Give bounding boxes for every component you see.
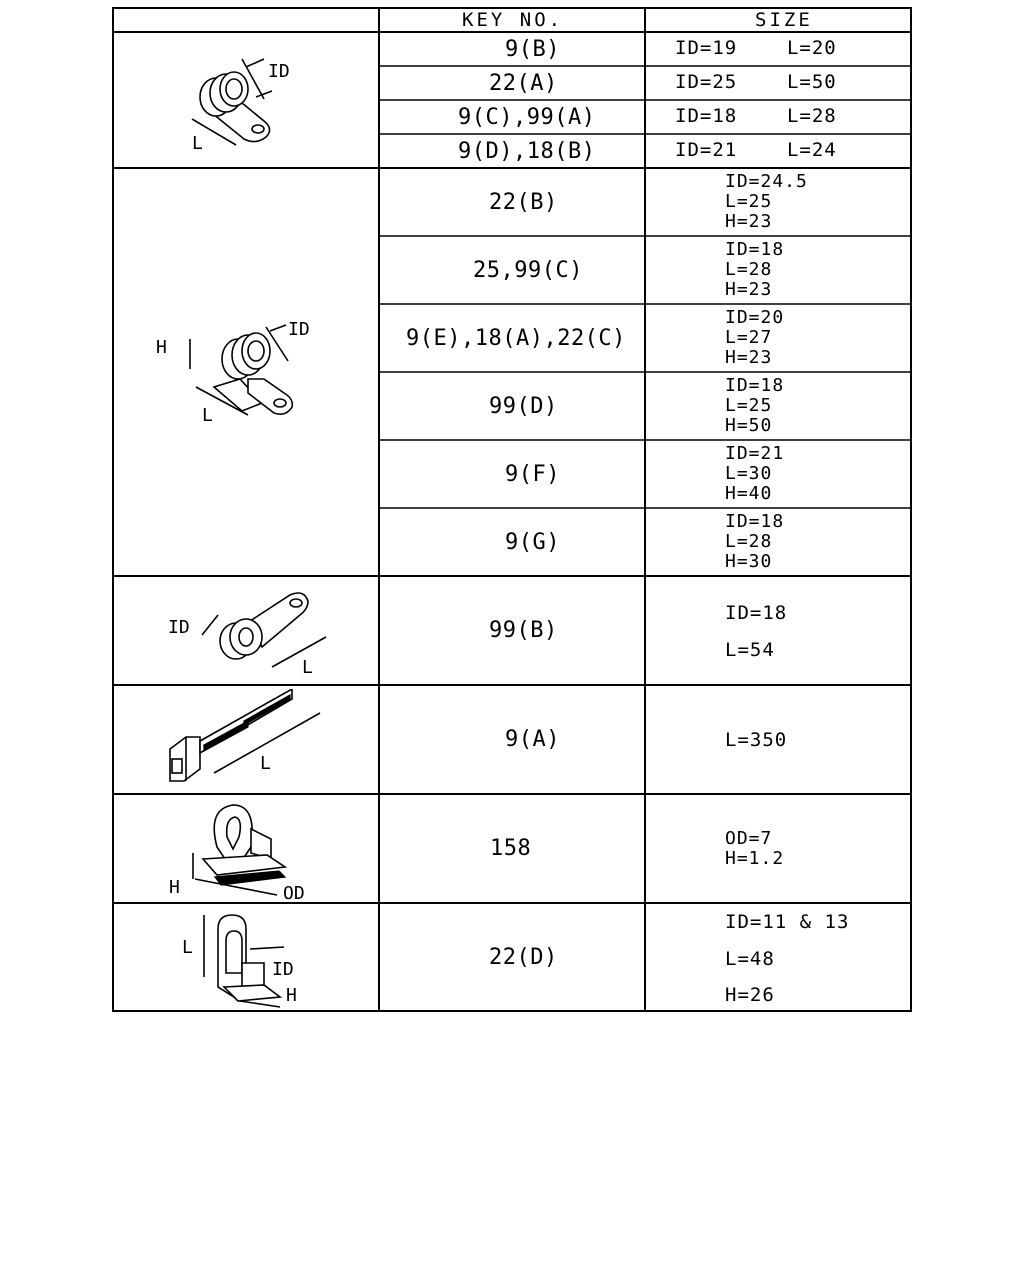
long-tab-clamp-label-id: ID [168,617,190,638]
key-no-cell: 22(D) [489,945,558,970]
key-no-cell: 9(B) [505,37,560,62]
double-clip-label-l: L [182,937,193,958]
size-cell: ID=24.5 L=25 H=23 [725,171,808,232]
raised-clamp-icon [152,307,352,437]
size-cell: ID=18 [725,602,788,624]
wire-clip-figure [167,799,327,904]
size-cell: L=54 [725,639,775,661]
key-no-cell: 25,99(C) [473,258,583,283]
raised-clamp-label-id: ID [288,319,310,340]
key-no-cell: 9(G) [505,530,560,555]
key-no-cell: 9(A) [505,727,560,752]
double-clip-icon [180,907,330,1011]
long-tab-clamp-figure [162,587,362,682]
key-no-cell: 9(D),18(B) [458,139,596,164]
header-size: SIZE [755,9,813,31]
key-no-cell: 22(A) [489,71,558,96]
flat-clamp-figure [172,37,332,162]
double-clip-label-h: H [286,985,297,1006]
size-cell: ID=18 L=28 H=30 [725,511,785,572]
size-cell: L=350 [725,729,788,751]
flat-clamp-label-id: ID [268,61,290,82]
size-cell: ID=19 L=20 [675,37,837,59]
size-cell: L=48 [725,948,775,970]
raised-clamp-label-l: L [202,405,213,426]
wire-clip-label-h: H [169,877,180,898]
flat-clamp-label-l: L [192,133,203,154]
size-cell: ID=20 L=27 H=23 [725,307,785,368]
size-cell: H=26 [725,984,775,1006]
raised-clamp-label-h: H [156,337,167,358]
key-no-cell: 99(B) [489,618,558,643]
size-cell: ID=18 L=28 H=23 [725,239,785,300]
header-key-no: KEY NO. [462,9,564,31]
parts-size-table [112,7,912,1012]
size-cell: ID=21 L=30 H=40 [725,443,785,504]
size-cell: ID=18 L=25 H=50 [725,375,785,436]
key-no-cell: 22(B) [489,190,558,215]
cable-tie-label-l: L [260,753,271,774]
double-clip-figure [180,907,330,1011]
size-cell: ID=25 L=50 [675,71,837,93]
key-no-cell: 9(E),18(A),22(C) [406,326,626,351]
size-cell: OD=7 H=1.2 [725,828,785,869]
key-no-cell: 158 [490,836,532,861]
double-clip-label-id: ID [272,959,294,980]
size-cell: ID=18 L=28 [675,105,837,127]
cable-tie-icon [160,689,340,789]
long-tab-clamp-label-l: L [302,657,313,678]
key-no-cell: 9(F) [505,462,560,487]
wire-clip-label-od: OD [283,883,305,904]
size-cell: ID=21 L=24 [675,139,837,161]
key-no-cell: 9(C),99(A) [458,105,596,130]
raised-clamp-figure [152,307,352,437]
cable-tie-figure [160,689,340,789]
long-tab-clamp-icon [162,587,362,682]
size-cell: ID=11 & 13 [725,911,850,933]
key-no-cell: 99(D) [489,394,558,419]
